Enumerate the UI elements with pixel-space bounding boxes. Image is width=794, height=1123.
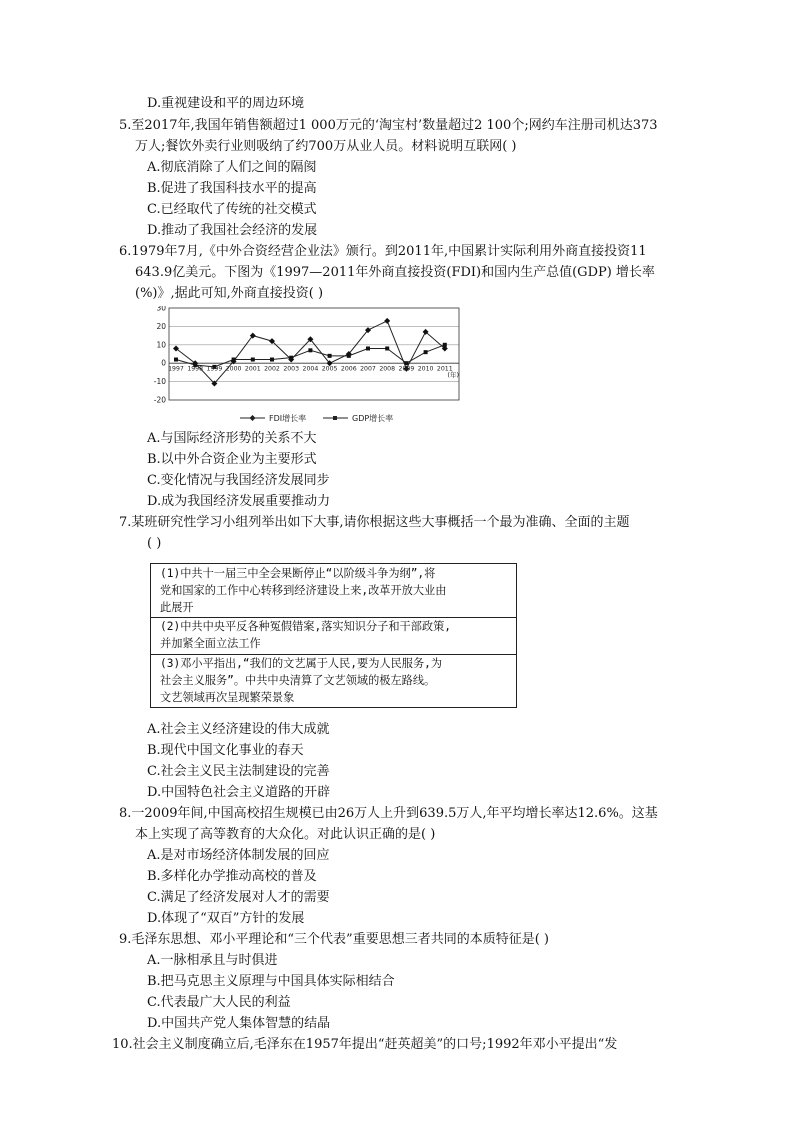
gdp-point (347, 354, 351, 358)
y-tick-label: 0 (161, 358, 166, 368)
gdp-point (174, 358, 178, 362)
q6-option-c: C.变化情况与我国经济发展同步 (147, 473, 330, 488)
x-tick-label: 2006 (340, 365, 357, 373)
gdp-point (251, 358, 255, 362)
legend-fdi-marker (250, 415, 256, 421)
gdp-point (289, 356, 293, 360)
q5-option-a: A.彻底消除了人们之间的隔阂 (147, 160, 317, 175)
legend-fdi-label: FDI增长率 (269, 414, 307, 423)
q8-option-d: D.体现了“双百”方针的发展 (147, 911, 305, 926)
event-row-1 (151, 564, 516, 618)
x-tick-label: 2005 (321, 365, 338, 373)
q6-stem-line1: 6.1979年7月,《中外合资经营企业法》颁行。到2011年,中国累计实际利用外商直接投资11 (119, 244, 647, 259)
x-tick-label: 2007 (360, 365, 376, 373)
q9-option-b: B.把马克思主义原理与中国具体实际相结合 (147, 974, 395, 989)
q5-stem-line2: 万人;餐饮外卖行业则吸纳了约700万从业人员。材料说明互联网( ) (135, 139, 517, 154)
q8-option-c: C.满足了经济发展对人才的需要 (147, 890, 330, 905)
event-3-line-1: (3)邓小平指出,“我们的文艺属于人民,要为人民服务,为 (160, 657, 443, 670)
event-row-3 (151, 654, 516, 707)
x-tick-label: 2000 (225, 365, 242, 373)
q8-stem-line2: 本上实现了高等教育的大众化。对此认识正确的是( ) (135, 827, 436, 842)
q9-option-c: C.代表最广大人民的利益 (147, 995, 291, 1010)
x-tick-label: 1999 (206, 365, 223, 373)
q7-option-b: B.现代中国文化事业的春天 (147, 743, 304, 758)
x-tick-label: 2002 (264, 365, 280, 373)
q8-stem-line1: 8.一2009年间,中国高校招生规模已由26万人上升到639.5万人,年平均增长率达12.6%。这基 (119, 806, 658, 821)
x-tick-label: 2008 (379, 365, 396, 373)
gdp-point (443, 343, 447, 347)
x-tick-label: 2011 (436, 365, 453, 373)
gdp-point (404, 361, 408, 365)
event-3-line-2: 社会主义服务”。中共中央清算了文艺领域的极左路线。 (160, 674, 436, 687)
gdp-point (308, 348, 312, 352)
q6-option-a: A.与国际经济形势的关系不大 (147, 431, 317, 446)
y-tick-label: -10 (153, 377, 166, 387)
q5-option-c: C.已经取代了传统的社交模式 (147, 202, 317, 217)
y-tick-label: 20 (156, 321, 166, 331)
q6-option-d: D.成为我国经济发展重要推动力 (147, 494, 331, 509)
q6-stem-line3: (%)》,据此可知,外商直接投资( ) (135, 286, 324, 301)
event-1-line-1: (1)中共十一届三中全会果断停止“以阶级斗争为纲”,将 (160, 567, 436, 580)
event-2-line-1: (2)中共中央平反各种冤假错案,落实知识分子和干部政策, (160, 620, 451, 633)
x-tick-label: 2009 (398, 365, 415, 373)
event-2-line-2: 并加紧全面立法工作 (160, 637, 261, 650)
x-tick-label: 2010 (417, 365, 434, 373)
q5-option-b: B.促进了我国科技水平的提高 (147, 181, 317, 196)
q9-stem: 9.毛泽东思想、邓小平理论和“三个代表”重要思想三者共同的本质特征是( ) (119, 932, 549, 947)
q7-option-d: D.中国特色社会主义道路的开辟 (147, 785, 331, 800)
event-row-2 (151, 617, 516, 655)
q6-stem-line2: 643.9亿美元。下图为《1997—2011年外商直接投资(FDI)和国内生产总值(GDP) 增长率 (135, 265, 655, 280)
q7-option-a: A.社会主义经济建设的伟大成就 (147, 722, 330, 737)
x-tick-label: 2001 (244, 365, 261, 373)
gdp-point (366, 346, 370, 350)
gdp-point (385, 346, 389, 350)
q7-option-c: C.社会主义民主法制建设的完善 (147, 764, 330, 779)
q5-option-d: D.推动了我国社会经济的发展 (147, 223, 318, 238)
q8-option-a: A.是对市场经济体制发展的回应 (147, 848, 330, 863)
q10-stem: 10.社会主义制度确立后,毛泽东在1957年提出“赶英超美”的口号;1992年邓小平提出“发 (112, 1037, 618, 1052)
q6-option-b: B.以中外合资企业为主要形式 (147, 452, 317, 467)
y-tick-label: 30 (156, 306, 166, 313)
event-3-line-3: 文艺领域再次呈现繁荣景象 (160, 691, 295, 704)
q9-option-a: A.一脉相承且与时俱进 (147, 953, 278, 968)
chart-legend (240, 413, 393, 423)
q7-stem-line2: ( ) (147, 536, 162, 551)
plot-frame (169, 308, 459, 400)
events-table (150, 563, 517, 708)
q5-stem-line1: 5.至2017年,我国年销售额超过1 000万元的‘淘宝村’数量超过2 100个;网约车注册司机达373 (119, 118, 658, 133)
x-axis-unit: (年) (447, 371, 459, 379)
event-1-line-2: 党和国家的工作中心转移到经济建设上来,改革开放大业由 (160, 584, 447, 597)
x-tick-label: 2003 (283, 365, 300, 373)
legend-gdp-marker (333, 416, 337, 420)
q4-option-d: D.重视建设和平的周边环境 (147, 96, 305, 111)
q9-option-d: D.中国共产党人集体智慧的结晶 (147, 1016, 331, 1031)
gdp-point (424, 350, 428, 354)
event-1-line-3: 此展开 (160, 601, 194, 614)
fdi-gdp-line-chart (145, 306, 463, 430)
fdi-point (384, 318, 390, 324)
y-tick-label: -20 (153, 395, 166, 405)
gdp-point (328, 354, 332, 358)
q7-stem-line1: 7.某班研究性学习小组列举出如下大事,请你根据这些大事概括一个最为准确、全面的主题 (119, 515, 630, 530)
gdp-point (232, 358, 236, 362)
q8-option-b: B.多样化办学推动高校的普及 (147, 869, 317, 884)
x-tick-label: 1997 (168, 365, 184, 373)
x-tick-label: 1998 (187, 365, 204, 373)
x-tick-label: 2004 (302, 365, 319, 373)
legend-gdp-label: GDP增长率 (352, 414, 394, 423)
gdp-point (270, 358, 274, 362)
y-tick-label: 10 (156, 340, 166, 350)
